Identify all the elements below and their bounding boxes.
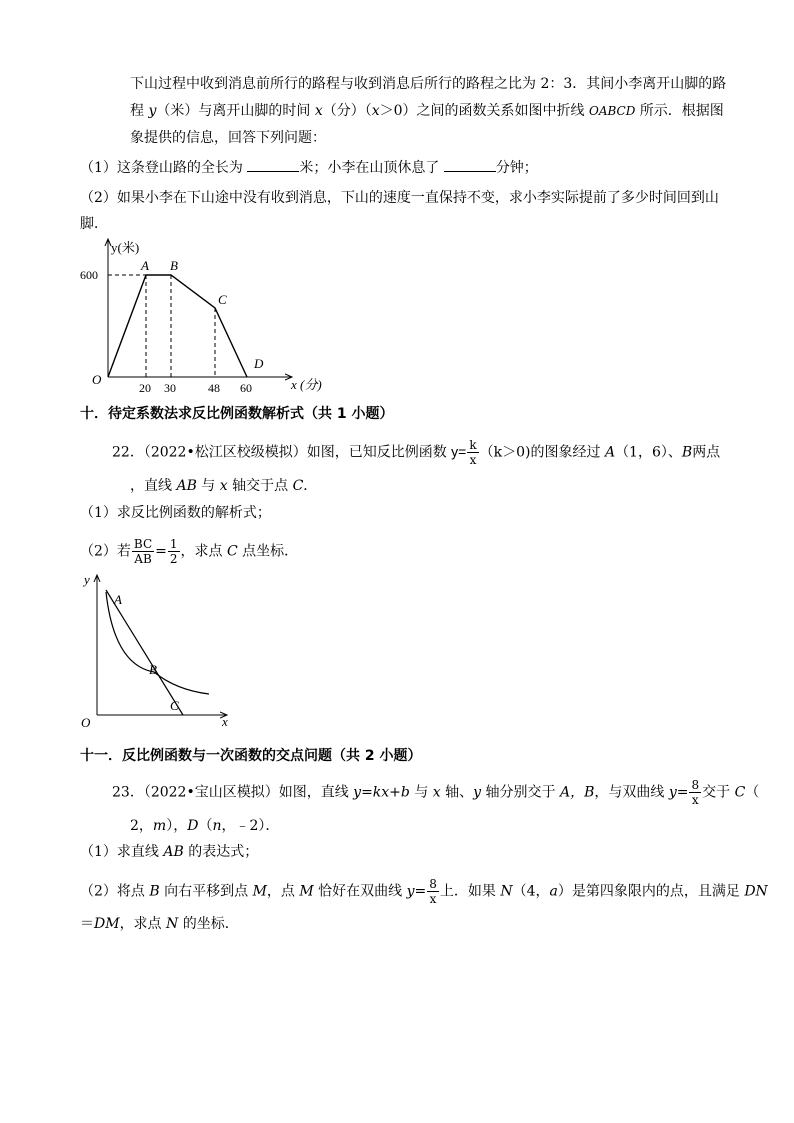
question21-1: （1）这条登山路的全长为 米；小李在山顶休息了 分钟； xyxy=(80,157,538,178)
x-label: x (分) xyxy=(291,377,322,392)
fraction-8-over-x: $\frac{8}{x}$ xyxy=(691,778,700,807)
question21-2-cont: 脚． xyxy=(80,216,108,232)
hyperbola-curve xyxy=(106,592,209,694)
question23-2-cont: ＝DM，求点 N 的坐标． xyxy=(80,916,239,932)
answer-blank[interactable] xyxy=(444,157,496,172)
point-a-label: A xyxy=(141,258,149,273)
y-tick-600: 600 xyxy=(80,268,98,282)
origin-label: O xyxy=(92,372,102,387)
question22-2: （2）若 $\frac{BC}{AB}$ = $\frac{1}{2}$ ，求点 C 点坐标． xyxy=(80,537,299,566)
problem21-line3: 象提供的信息，回答下列问题： xyxy=(130,130,326,146)
point-a-label: A xyxy=(114,592,122,607)
x-label: x xyxy=(222,714,228,729)
problem23-line2: 2，m），D（n，﹣2）． xyxy=(130,818,280,834)
line-ab xyxy=(106,590,183,715)
question22-1: （1）求反比例函数的解析式； xyxy=(80,505,271,521)
question23-1: （1）求直线 AB 的表达式； xyxy=(80,844,259,860)
section-10-title: 十．待定系数法求反比例函数解析式（共 1 小题） xyxy=(80,406,394,422)
point-d-label: D xyxy=(254,356,264,371)
distance-time-graph xyxy=(76,232,346,397)
x-tick-60: 60 xyxy=(240,381,252,395)
problem22-line1: 22．（2022•松江区校级模拟）如图，已知反比例函数 y= $\frac{k}{x}$ （k＞0)的图象经过 A（1，6）、B两点 xyxy=(112,438,721,467)
point-c-label: C xyxy=(170,698,179,713)
origin-label: O xyxy=(81,715,91,730)
answer-blank[interactable] xyxy=(247,157,299,172)
hyperbola-graph xyxy=(76,570,236,730)
fraction-bc-over-ab: $\frac{BC}{AB}$ xyxy=(133,537,153,566)
y-label: y xyxy=(84,572,90,587)
x-tick-48: 48 xyxy=(208,381,220,395)
problem21-line2: 程 y（米）与离开山脚的时间 x（分）（x＞0）之间的函数关系如图中折线 OABCD 所示．根据图 xyxy=(130,103,724,119)
x-tick-30: 30 xyxy=(164,381,176,395)
point-b-label: B xyxy=(149,662,157,677)
section-11-title: 十一．反比例函数与一次函数的交点问题（共 2 小题） xyxy=(80,748,422,764)
y-label: y(米) xyxy=(111,240,140,255)
x-tick-20: 20 xyxy=(139,381,151,395)
point-b-label: B xyxy=(170,258,178,273)
problem22-line2: ，直线 AB 与 x 轴交于点 C． xyxy=(130,478,318,494)
question21-2: （2）如果小李在下山途中没有收到消息，下山的速度一直保持不变，求小李实际提前了多少时间回到山 xyxy=(80,190,719,206)
problem23-line1: 23．（2022•宝山区模拟）如图，直线 y=kx+b 与 x 轴、y 轴分别交于 A，B，与双曲线 y= $\frac{8}{x}$ 交于 C（ xyxy=(112,778,760,807)
fraction-8-over-x-2: $\frac{8}{x}$ xyxy=(429,877,437,906)
point-c-label: C xyxy=(218,292,227,307)
question23-2: （2）将点 B 向右平移到点 M，点 M 恰好在双曲线 y= $\frac{8}{x}$ 上．如果 N（4，a）是第四象限内的点，且满足 DN xyxy=(80,877,768,906)
problem21-line1: 下山过程中收到消息前所行的路程与收到消息后所行的路程之比为 2：3．其间小李离开山脚的路 xyxy=(130,76,727,92)
fraction-k-over-x: $\frac{k}{x}$ xyxy=(469,438,477,467)
path-oabcd xyxy=(108,275,247,377)
fraction-one-half: $\frac{1}{2}$ xyxy=(169,537,178,566)
